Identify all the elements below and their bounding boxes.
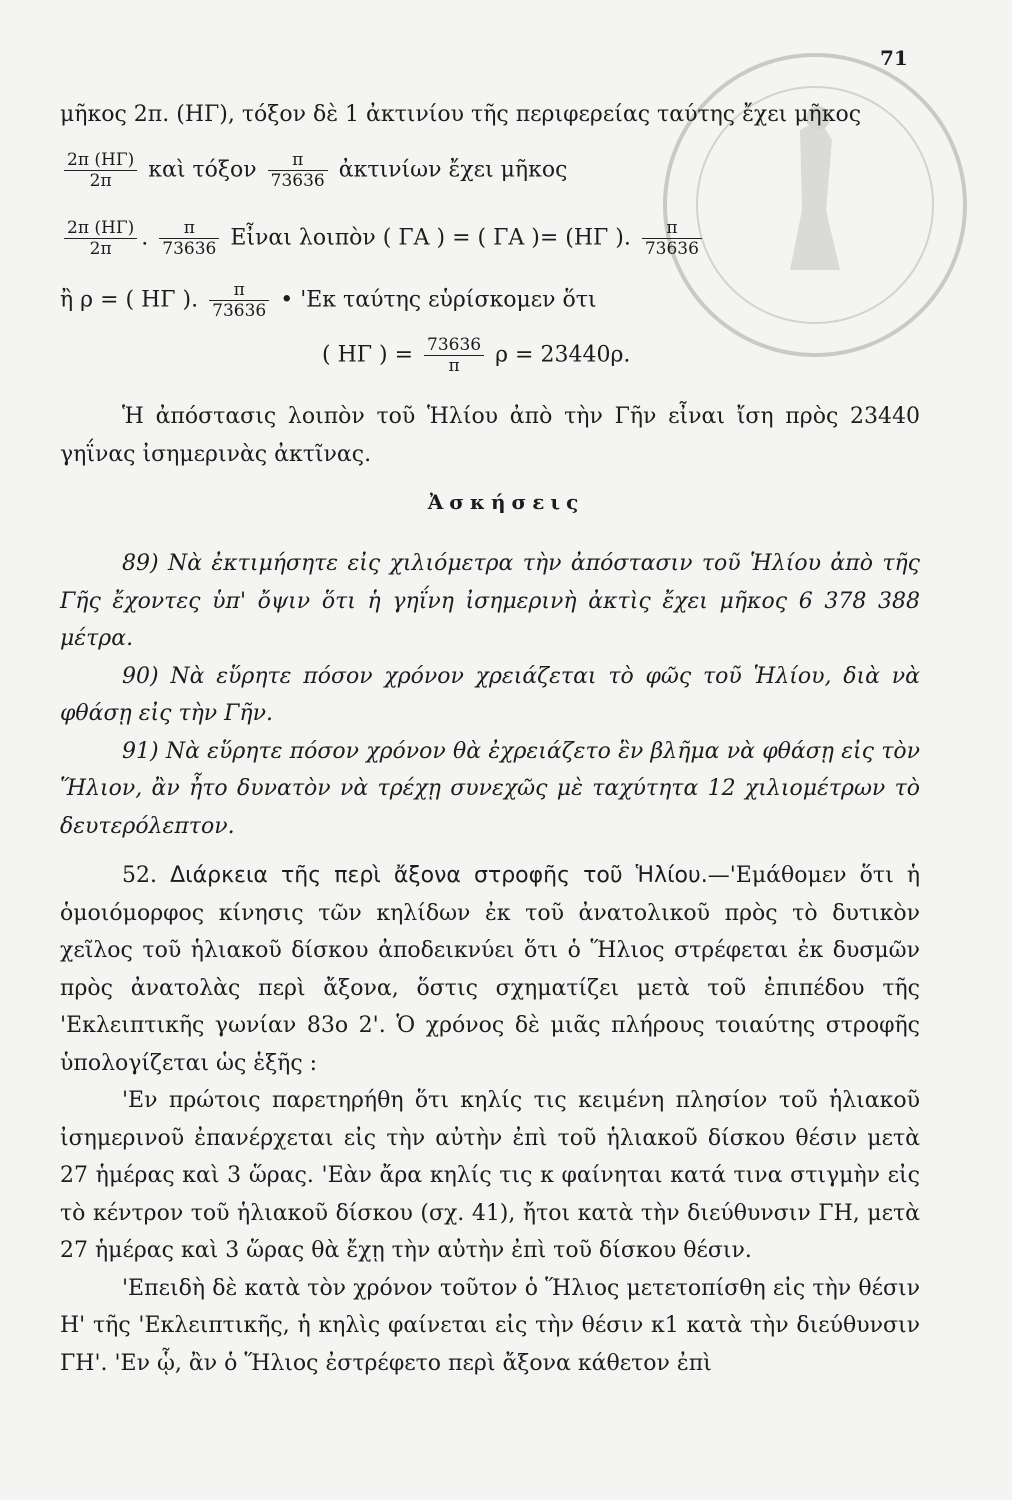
fraction: $\frac{\pi}{73636}$	[268, 150, 328, 191]
exercises-list	[60, 545, 920, 845]
section-intro: —'Εμάθομεν ὅτι ἡ ὁμοιόμορφος κίνησις τῶν κηλίδων ἐκ τοῦ ἀνατολικοῦ πρὸς τὸ δυτικὸν χεῖλος τοῦ ἡλιακοῦ δίσκου ἀποδεικνύει ὅτι ὁ Ἥλιος στρέφεται ἐκ δυσμῶν πρὸς ἀνατολὰς περὶ ἄξονα, ὅστις σχηματίζει μετὰ τοῦ ἐπιπέδου τῆς 'Εκλειπτικῆς γωνίαν 83ο 2'. Ὁ χρόνος δὲ μιᾶς πλήρους τοιαύτης στροφῆς ὑπολογίζεται ὡς ἑξῆς :	[60, 863, 920, 1076]
fraction: $\frac{73636}{\pi}$	[424, 335, 484, 376]
section-paragraph-2: 'Εν πρώτοις παρετηρήθη ὅτι κηλίς τις κειμένη πλησίον τοῦ ἡλιακοῦ ἰσημερινοῦ ἐπανέρχεται εἰς τὴν αὐτὴν ἐπὶ τοῦ ἡλιακοῦ δίσκου θέσιν μετὰ 27 ἡμέρας καὶ 3 ὥρας. 'Εὰν ἄρα κηλίς τις κ φαίνηται κατά τινα στιγμὴν εἰς τὸ κέντρον τοῦ ἡλιακοῦ δίσκου (σχ. 41), ἤτοι κατὰ τὴν διεύθυνσιν ΓΗ, μετὰ 27 ἡμέρας καὶ 3 ὥρας θὰ ἔχῃ τὴν αὐτὴν ἐπὶ τοῦ δίσκου θέσιν.	[60, 1088, 920, 1263]
page-number: 71	[880, 46, 908, 70]
section-number: 52.	[122, 863, 157, 888]
formula-line-2: $\frac{2\pi (H\Gamma)}{2\pi}$ καὶ τόξον $\frac{\pi}{73636}$ ἀκτινίων ἔχει μῆκος	[60, 150, 567, 191]
formula-line-3: $\frac{2\pi (H\Gamma)}{2\pi}$ . $\frac{\pi}{73636}$ Εἶναι λοιπὸν ( ΓΑ ) = ( ΓΑ )= (ΗΓ ). $\frac{\pi}{73636}$	[60, 218, 706, 259]
library-stamp-icon	[650, 40, 980, 370]
formula-line-4: ἢ ρ = ( ΗΓ ). $\frac{\pi}{73636}$ • 'Εκ ταύτης εὑρίσκομεν ὅτι	[60, 280, 597, 321]
fraction: $\frac{\pi}{73636}$	[209, 280, 269, 321]
fraction: $\frac{2\pi (H\Gamma)}{2\pi}$	[64, 150, 137, 191]
exercise-item: 89) Νὰ ἐκτιμήσητε εἰς χιλιόμετρα τὴν ἀπόστασιν τοῦ Ἡλίου ἀπὸ τῆς Γῆς ἔχοντες ὑπ' ὄψιν ὅτι ἡ γηΐνη ἰσημερινὴ ἀκτὶς ἔχει μῆκος 6 378 388 μέτρα.	[60, 551, 920, 651]
fraction: $\frac{\pi}{73636}$	[159, 218, 219, 259]
exercise-item: 90) Νὰ εὕρητε πόσον χρόνον χρειάζεται τὸ φῶς τοῦ Ἡλίου, διὰ νὰ φθάσῃ εἰς τὴν Γῆν.	[60, 663, 920, 726]
fraction: $\frac{2\pi (H\Gamma)}{2\pi}$	[64, 218, 137, 259]
section-52	[60, 857, 920, 1382]
section-paragraph-3: 'Επειδὴ δὲ κατὰ τὸν χρόνον τοῦτον ὁ Ἥλιος μετετοπίσθη εἰς τὴν θέσιν Η' τῆς 'Εκλειπτικῆς, ἡ κηλὶς φαίνεται εἰς τὴν θέσιν κ1 κατὰ τὴν διεύθυνσιν ΓΗ'. 'Εν ᾧ, ἂν ὁ Ἥλιος ἐστρέφετο περὶ ἄξονα κάθετον ἐπὶ	[60, 1275, 920, 1376]
fraction: $\frac{\pi}{73636}$	[642, 218, 702, 259]
exercise-item: 91) Νὰ εὕρητε πόσον χρόνον θὰ ἐχρειάζετο ἓν βλῆμα νὰ φθάσῃ εἰς τὸν Ἥλιον, ἂν ἦτο δυνατὸν νὰ τρέχῃ συνεχῶς μὲ ταχύτητα 12 χιλιομέτρων τὸ δευτερόλεπτον.	[60, 738, 920, 839]
formula-line-5: ( ΗΓ ) = $\frac{73636}{\pi}$ ρ = 23440ρ.	[322, 335, 631, 376]
formula-line-1: μῆκος 2π. (ΗΓ), τόξον δὲ 1 ἀκτινίου τῆς περιφερείας ταύτης ἔχει μῆκος	[60, 102, 862, 127]
exercises-heading: Ἀσκήσεις	[427, 490, 585, 514]
conclusion-paragraph: Ἡ ἀπόστασις λοιπὸν τοῦ Ἡλίου ἀπὸ τὴν Γῆν εἶναι ἴση πρὸς 23440 γηΐνας ἰσημερινὰς ἀκτῖνας.	[60, 404, 920, 467]
section-title: Διάρκεια τῆς περὶ ἄξονα στροφῆς τοῦ Ἡλίου.	[170, 863, 708, 888]
